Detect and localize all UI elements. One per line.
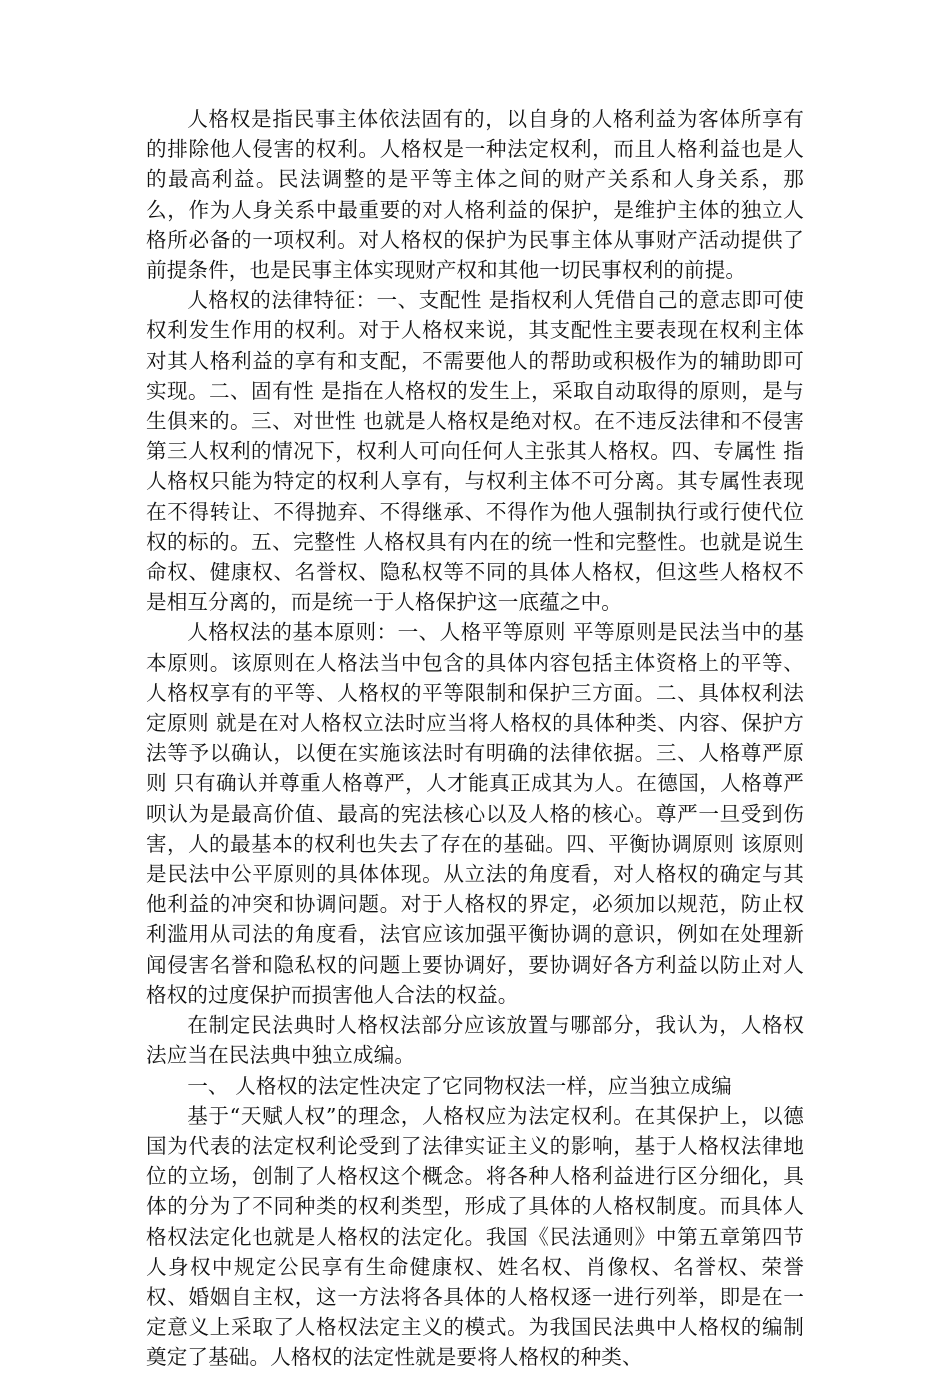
paragraph-basic-principles: 人格权法的基本原则：一、人格平等原则 平等原则是民法当中的基本原则。该原则在人格法当中包含的具体内容包括主体资格上的平等、人格权享有的平等、人格权的平等限制和保护三方面。二、具体权利法定原则 就是在对人格权立法时应当将人格权的具体种类、内容、保护方法等予以确认，以便在实施该法时有明确的法律依据。三、人格尊严原则 只有确认并尊重人格尊严，人才能真正成其为人。在德国，人格尊严呗认为是最高价值、最高的宪法核心以及人格的核心。尊严一旦受到伤害，人的最基本的权利也失去了存在的基础。四、平衡协调原则 该原则是民法中公平原则的具体体现。从立法的角度看，对人格权的确定与其他利益的冲突和协调问题。对于人格权的界定，必须加以规范，防止权利滥用从司法的角度看，法官应该加强平衡协调的意识，例如在处理新闻侵害名誉和隐私权的问题上要协调好，要协调好各方利益以防止对人格权的过度保护而损害他人合法的权益。 xyxy=(146,620,804,1007)
paragraph-opinion: 在制定民法典时人格权法部分应该放置与哪部分，我认为，人格权法应当在民法典中独立成编。 xyxy=(146,1013,804,1068)
paragraph-legal-features: 人格权的法律特征：一、支配性 是指权利人凭借自己的意志即可使权利发生作用的权利。对于人格权来说，其支配性主要表现在权利主体对其人格利益的享有和支配，不需要他人的帮助或积极作为的辅助即可实现。二、固有性 是指在人格权的发生上，采取自动取得的原则，是与生俱来的。三、对世性 也就是人格权是绝对权。在不违反法律和不侵害第三人权利的情况下，权利人可向任何人主张其人格权。四、专属性 指人格权只能为特定的权利人享有，与权利主体不可分离。其专属性表现在不得转让、不得抛弃、不得继承、不得作为他人强制执行或行使代位权的标的。五、完整性 人格权具有内在的统一性和完整性。也就是说生命权、健康权、名誉权、隐私权等不同的具体人格权，但这些人格权不是相互分离的，而是统一于人格保护这一底蕴之中。 xyxy=(146,288,804,615)
paragraph-definition: 人格权是指民事主体依法固有的，以自身的人格利益为客体所享有的排除他人侵害的权利。人格权是一种法定权利，而且人格利益也是人的最高利益。民法调整的是平等主体之间的财产关系和人身关系，那么，作为人身关系中最重要的对人格利益的保护，是维护主体的独立人格所必备的一项权利。对人格权的保护为民事主体从事财产活动提供了前提条件，也是民事主体实现财产权和其他一切民事权利的前提。 xyxy=(146,107,804,283)
paragraph-statutory-nature: 基于“天赋人权”的理念，人格权应为法定权利。在其保护上，以德国为代表的法定权利论受到了法律实证主义的影响，基于人格权法律地位的立场，创制了人格权这个概念。将各种人格利益进行区分细化，具体的分为了不同种类的权利类型，形成了具体的人格权制度。而具体人格权法定化也就是人格权的法定化。我国《民法通则》中第五章第四节人身权中规定公民享有生命健康权、姓名权、肖像权、名誉权、荣誉权、婚姻自主权，这一方法将各具体的人格权逐一进行列举，即是在一定意义上采取了人格权法定主义的模式。为我国民法典中人格权的编制奠定了基础。人格权的法定性就是要将人格权的种类、 xyxy=(146,1103,804,1370)
document-page xyxy=(146,104,804,1373)
section-heading: 一、 人格权的法定性决定了它同物权法一样，应当独立成编 xyxy=(187,1073,732,1098)
